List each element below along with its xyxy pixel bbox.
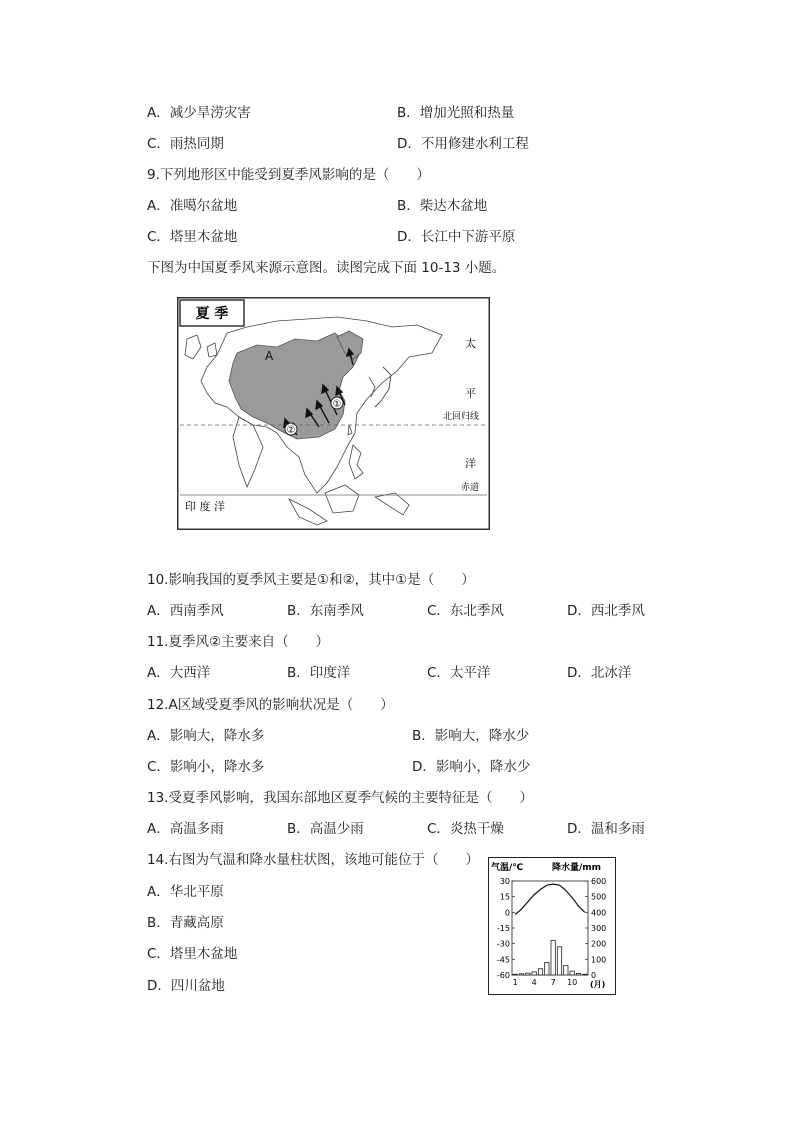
precip-bar	[576, 973, 580, 975]
x-tick-label: 7	[550, 978, 556, 987]
x-tick-label: 10	[567, 978, 578, 987]
left-tick-label: -15	[496, 924, 510, 933]
q8-option-a: A．减少旱涝灾害	[147, 105, 251, 121]
q9-option-c: C．塔里木盆地	[147, 229, 238, 245]
q13-stem: 13.受夏季风影响，我国东部地区夏季气候的主要特征是（ ）	[147, 790, 533, 806]
q8-option-c: C．雨热同期	[147, 136, 224, 152]
left-tick-label: -45	[496, 955, 510, 965]
right-tick-label: 0	[591, 971, 597, 980]
chart-left-axis-title: 气温/℃	[491, 863, 524, 873]
pacific-label-3: 洋	[465, 457, 476, 470]
precip-bar	[583, 974, 587, 975]
left-tick-label: 15	[499, 892, 510, 902]
q14-option-c: C．塔里木盆地	[147, 946, 238, 962]
x-tick-label: 1	[512, 978, 518, 987]
left-tick-label: 30	[499, 877, 510, 886]
q9-option-a: A．准噶尔盆地	[147, 198, 238, 214]
region-a-label: A	[265, 349, 274, 363]
x-tick-label: 4	[531, 978, 537, 987]
q11-stem: 11.夏季风②主要来自（ ）	[147, 634, 330, 650]
q11-option-b: B．印度洋	[287, 665, 351, 681]
right-tick-label: 600	[591, 877, 607, 886]
right-tick-label: 200	[591, 939, 607, 949]
q10-option-a: A．西南季风	[147, 603, 224, 619]
q13-option-d: D．温和多雨	[567, 821, 645, 837]
q12-option-d: D．影响小，降水少	[412, 759, 531, 775]
indian-ocean-label: 印 度 洋	[185, 500, 225, 513]
q13-option-c: C．炎热干燥	[427, 821, 504, 837]
q10-option-c: C．东北季风	[427, 603, 504, 619]
precip-bar	[570, 971, 574, 975]
right-tick-label: 100	[591, 955, 607, 965]
q11-option-a: A．大西洋	[147, 665, 211, 681]
precip-bar	[519, 974, 523, 975]
right-tick-label: 400	[591, 908, 607, 918]
q12-option-a: A．影响大，降水多	[147, 728, 265, 744]
tropic-label: 北回归线	[443, 412, 480, 422]
pacific-label-1: 太	[465, 337, 476, 350]
right-tick-label: 500	[591, 892, 607, 902]
q14-option-d: D．四川盆地	[147, 978, 225, 994]
precip-bar	[538, 969, 542, 975]
map-intro: 下图为中国夏季风来源示意图。读图完成下面 10-13 小题。	[147, 260, 506, 276]
q10-option-b: B．东南季风	[287, 603, 364, 619]
precip-bar	[557, 947, 561, 975]
summer-monsoon-map	[177, 297, 490, 530]
precip-bar	[545, 962, 549, 975]
equator-label: 赤道	[461, 483, 480, 493]
precip-bar	[513, 974, 517, 975]
q14-stem: 14.右图为气温和降水量柱状图，该地可能位于（ ）	[147, 852, 479, 868]
q11-option-d: D．北冰洋	[567, 665, 632, 681]
left-tick-label: 0	[504, 908, 510, 918]
q12-stem: 12.A区域受夏季风的影响状况是（ ）	[147, 697, 394, 713]
q11-option-c: C．太平洋	[427, 665, 491, 681]
right-tick-label: 300	[591, 924, 607, 933]
q9-option-b: B．柴达木盆地	[397, 198, 488, 214]
pacific-label-2: 平	[465, 387, 476, 400]
q10-stem: 10.影响我国的夏季风主要是①和②，其中①是（ ）	[147, 572, 475, 588]
climate-chart	[488, 857, 616, 995]
precip-bar	[526, 973, 530, 975]
q13-option-b: B．高温少雨	[287, 821, 364, 837]
left-tick-label: -30	[496, 939, 510, 949]
q12-option-b: B．影响大，降水少	[412, 728, 530, 744]
left-tick-label: -60	[496, 971, 510, 980]
q14-option-b: B．青藏高原	[147, 915, 224, 931]
precip-bar	[532, 972, 536, 975]
q10-option-d: D．西北季风	[567, 603, 645, 619]
x-axis-unit: (月)	[590, 980, 606, 989]
precip-bar	[551, 941, 555, 975]
q8-option-d: D．不用修建水利工程	[397, 136, 529, 152]
q8-option-b: B．增加光照和热量	[397, 105, 515, 121]
q14-option-a: A．华北平原	[147, 884, 224, 900]
q9-stem: 9.下列地形区中能受到夏季风影响的是（ ）	[147, 167, 430, 183]
q13-option-a: A．高温多雨	[147, 821, 224, 837]
q9-option-d: D．长江中下游平原	[397, 229, 516, 245]
marker-2: ②	[286, 425, 296, 436]
map-title: 夏 季	[195, 306, 229, 322]
marker-1: ①	[332, 399, 342, 410]
chart-right-axis-title: 降水量/mm	[552, 863, 602, 873]
precip-bar	[564, 966, 568, 975]
q12-option-c: C．影响小，降水多	[147, 759, 265, 775]
